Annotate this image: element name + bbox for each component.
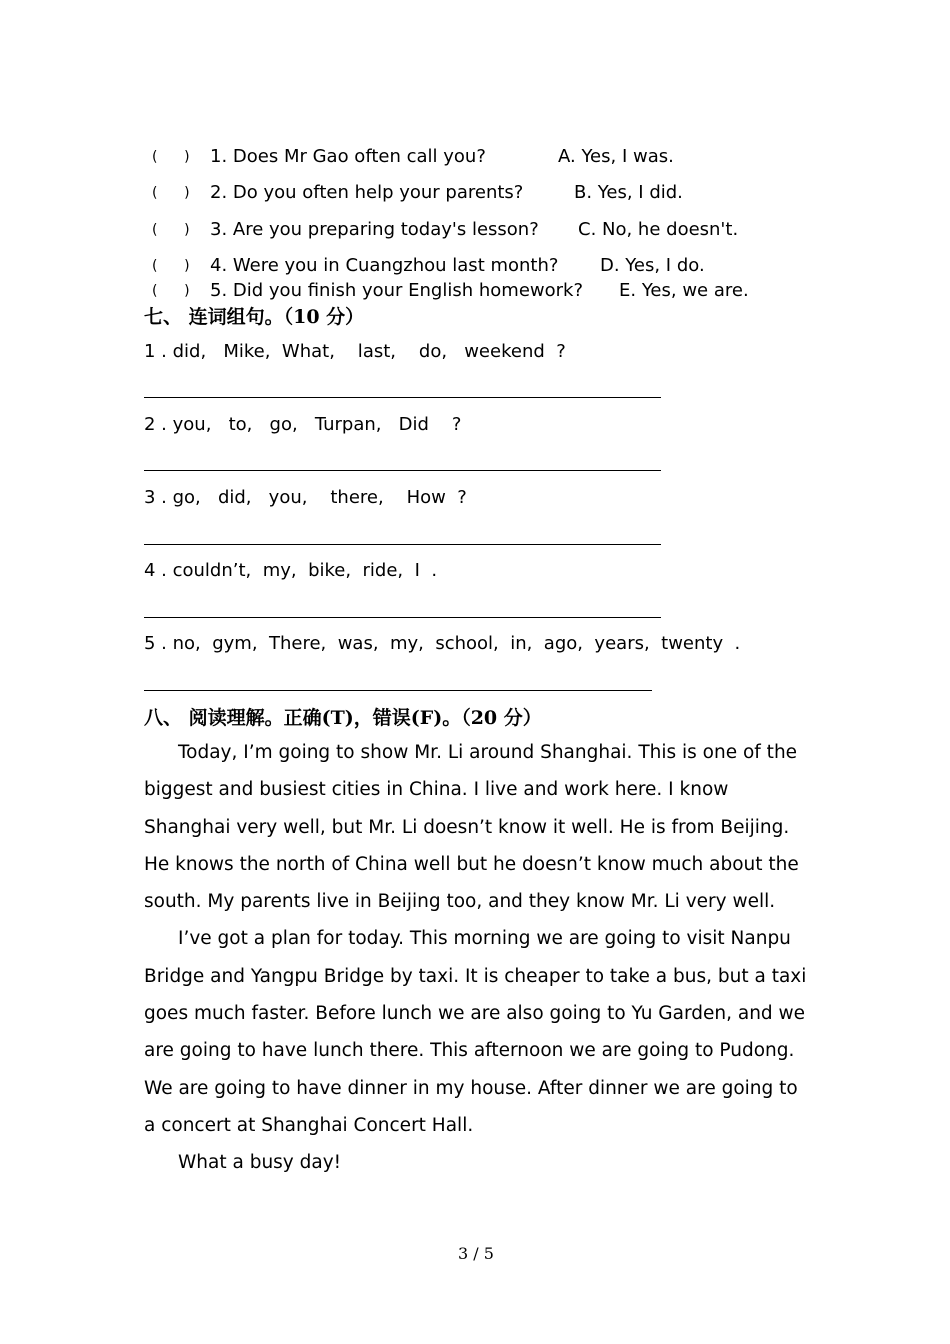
answer-blank-5[interactable]: ( ) [152,283,190,299]
matching-answer-a: A. Yes, I was. [558,146,674,167]
answer-blank-2[interactable]: ( ) [152,185,190,201]
matching-answer-c: C. No, he doesn't. [578,219,739,240]
reorder-item-2: 2 . you, to, go, Turpan, Did ? [144,414,462,435]
section-8-heading: 八、 阅读理解。正确(T)，错误(F)。（20 分） [144,707,542,729]
answer-blank-4[interactable]: ( ) [152,258,190,274]
reorder-item-1: 1 . did, Mike, What, last, do, weekend ? [144,341,566,362]
answer-line-5[interactable] [144,690,652,691]
passage-paragraph-3: What a busy day! [178,1152,342,1174]
answer-blank-3[interactable]: ( ) [152,222,190,238]
matching-question-4: 4. Were you in Cuangzhou last month? [210,255,559,276]
reorder-item-5: 5 . no, gym, There, was, my, school, in, ago, years, twenty . [144,633,741,654]
answer-line-3[interactable] [144,544,661,545]
matching-answer-e: E. Yes, we are. [619,280,749,301]
matching-answer-d: D. Yes, I do. [600,255,705,276]
reorder-item-3: 3 . go, did, you, there, How ? [144,487,467,508]
section-7-heading: 七、 连词组句。（10 分） [144,306,365,328]
matching-question-1: 1. Does Mr Gao often call you? [210,146,486,167]
passage-paragraph-1: Today, I’m going to show Mr. Li around Shanghai. This is one of the biggest and busiest cities in China. I live and work here. I know Shanghai very well, but Mr. Li doesn’t know it well. He is from Beijing. He knows the north of China well but he doesn’t know much about the south. My parents live in Beijing too, and they know Mr. Li very well. [144,742,799,913]
matching-question-3: 3. Are you preparing today's lesson? [210,219,539,240]
reading-passage [144,734,814,1182]
matching-answer-b: B. Yes, I did. [574,182,683,203]
matching-question-2: 2. Do you often help your parents? [210,182,524,203]
answer-line-1[interactable] [144,397,661,398]
matching-question-5: 5. Did you finish your English homework? [210,280,584,301]
answer-blank-1[interactable]: ( ) [152,149,190,165]
passage-paragraph-2: I’ve got a plan for today. This morning we are going to visit Nanpu Bridge and Yangpu Bridge by taxi. It is cheaper to take a bus, but a taxi goes much faster. Before lunch we are also going to Yu Garden, and we are going to have lunch there. This afternoon we are going to Pudong. We are going to have dinner in my house. After dinner we are going to a concert at Shanghai Concert Hall. [144,928,807,1136]
reorder-item-4: 4 . couldn’t, my, bike, ride, I . [144,560,438,581]
answer-line-2[interactable] [144,470,661,471]
page-number: 3 / 5 [458,1244,494,1263]
answer-line-4[interactable] [144,617,661,618]
